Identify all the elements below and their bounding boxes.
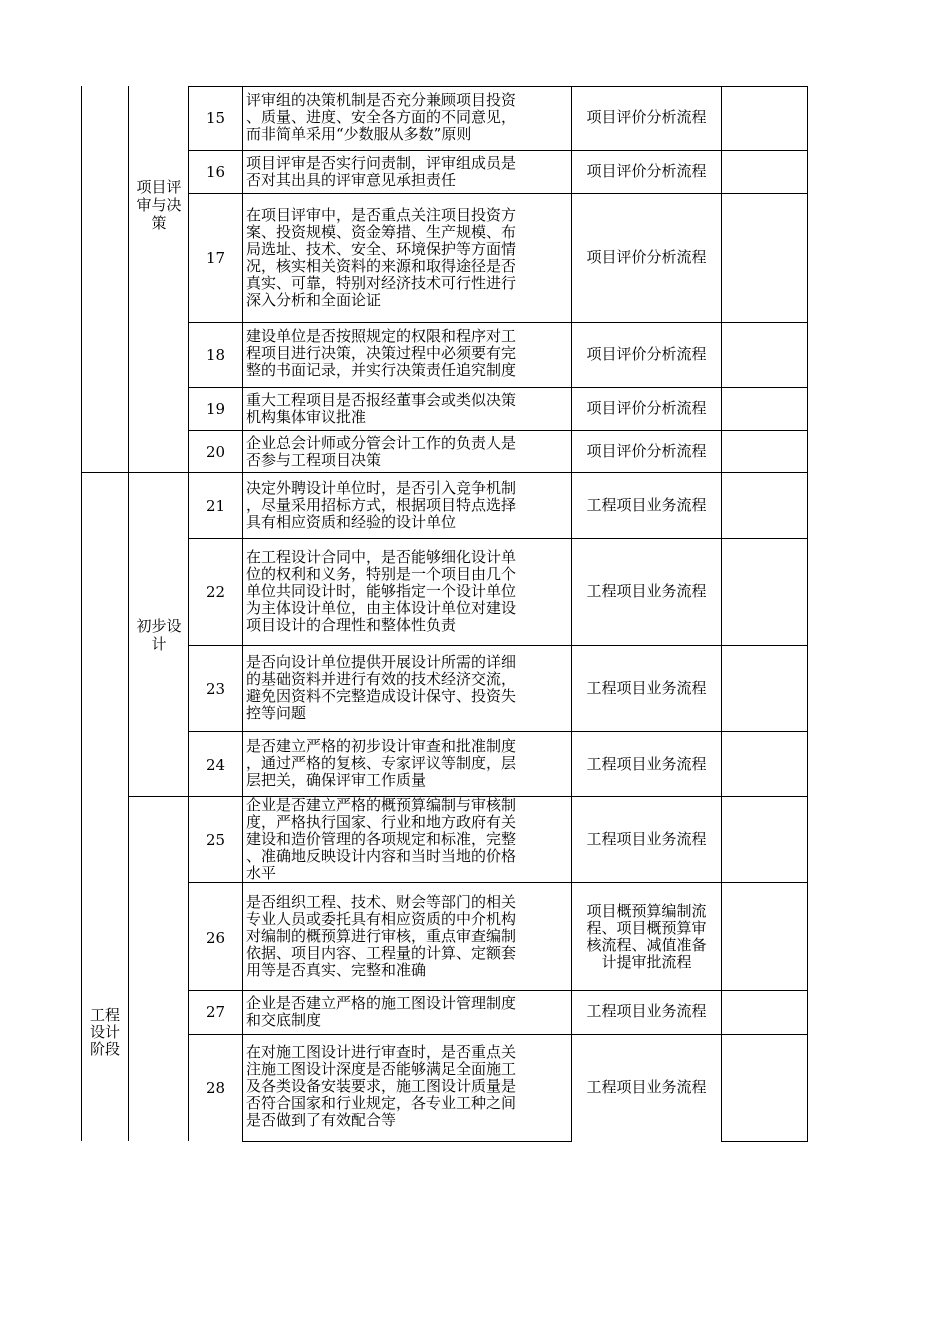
row-number: 20 [205, 443, 226, 461]
row-border-bottom [721, 1141, 808, 1142]
row-number: 19 [205, 400, 226, 418]
row-number: 15 [205, 109, 226, 127]
row-number: 21 [205, 497, 226, 515]
row-flow: 工程项目业务流程 [586, 679, 707, 697]
row-content: 是否向设计单位提供开展设计所需的详细 的基础资料并进行有效的技术经济交流， 避免因资料不完整造成设计保守、投资失 控等问题 [246, 653, 517, 722]
sub-section-label: 初步设 计 [136, 617, 182, 653]
row-content: 在对施工图设计进行审查时，是否重点关 注施工图设计深度是否能够满足全面施工 及各类设备安装要求，施工图设计质量是 否符合国家和行业规定，各专业工种之间 是否做到了有效配合等 [246, 1043, 517, 1129]
row-content: 重大工程项目是否报经董事会或类似决策 机构集体审议批准 [246, 391, 517, 426]
row-border [188, 990, 808, 991]
row-border [188, 882, 808, 883]
row-number: 16 [205, 163, 226, 181]
row-content: 企业是否建立严格的概预算编制与审核制 度，严格执行国家、行业和地方政府有关 建设和造价管理的各项规定和标准，完整 、准确地反映设计内容和当时当地的价格 水平 [246, 796, 517, 882]
row-content: 企业是否建立严格的施工图设计管理制度 和交底制度 [246, 994, 517, 1029]
row-flow: 项目评价分析流程 [586, 345, 707, 363]
row-flow: 项目概预算编制流 程、项目概预算审 核流程、减值准备 计提审批流程 [586, 902, 707, 971]
row-flow: 项目评价分析流程 [586, 248, 707, 266]
row-content: 建设单位是否按照规定的权限和程序对工 程项目进行决策，决策过程中必须要有完 整的书面记录，并实行决策责任追究制度 [246, 327, 517, 379]
row-border [188, 1034, 808, 1035]
row-border-bottom [242, 1141, 572, 1142]
row-content: 项目评审是否实行问责制，评审组成员是 否对其出具的评审意见承担责任 [246, 154, 517, 189]
row-border [188, 387, 808, 388]
row-border [188, 430, 808, 431]
row-number: 25 [205, 831, 226, 849]
row-flow: 项目评价分析流程 [586, 108, 707, 126]
row-content: 决定外聘设计单位时，是否引入竞争机制 ，尽量采用招标方式，根据项目特点选择 具有相应资质和经验的设计单位 [246, 479, 517, 531]
column-divider-sub [188, 86, 189, 1141]
row-number: 18 [205, 346, 226, 364]
row-flow: 项目评价分析流程 [586, 399, 707, 417]
row-number: 27 [205, 1003, 226, 1021]
row-number: 17 [205, 249, 226, 267]
row-number: 24 [205, 756, 226, 774]
sub-section-label: 项目评 审与决 策 [136, 178, 182, 232]
row-flow: 工程项目业务流程 [586, 1078, 707, 1096]
row-border [188, 645, 808, 646]
row-flow: 工程项目业务流程 [586, 830, 707, 848]
row-border [188, 538, 808, 539]
table-border-left [81, 86, 82, 1141]
row-flow: 工程项目业务流程 [586, 1002, 707, 1020]
row-flow: 工程项目业务流程 [586, 582, 707, 600]
row-border [188, 150, 808, 151]
row-content: 评审组的决策机制是否充分兼顾项目投资 、质量、进度、安全各方面的不同意见， 而非简单采用“少数服从多数”原则 [246, 91, 517, 143]
row-content: 在项目评审中，是否重点关注项目投资方 案、投资规模、资金筹措、生产规模、布 局选址、技术、安全、环境保护等方面情 况，核实相关资料的来源和取得途径是否 真实、可靠，特别对经济技术可行性进行 深入分析和全面论证 [246, 206, 517, 309]
row-content: 是否建立严格的初步设计审查和批准制度 ，通过严格的复核、专家评议等制度，层 层把关，确保评审工作质量 [246, 737, 517, 789]
row-number: 22 [205, 583, 226, 601]
row-border [188, 193, 808, 194]
row-content: 企业总会计师或分管会计工作的负责人是 否参与工程项目决策 [246, 434, 517, 469]
row-number: 23 [205, 680, 226, 698]
row-flow: 项目评价分析流程 [586, 162, 707, 180]
table-border-right [807, 86, 808, 1141]
column-divider-content [571, 86, 572, 1141]
row-content: 在工程设计合同中，是否能够细化设计单 位的权利和义务，特别是一个项目由几个 单位共同设计时，能够指定一个设计单位 为主体设计单位，由主体设计单位对建设 项目设计的合理性和整体性负责 [246, 548, 517, 634]
row-flow: 工程项目业务流程 [586, 755, 707, 773]
column-divider-phase [128, 86, 129, 1141]
row-border-top [188, 86, 808, 87]
row-border [188, 322, 808, 323]
row-number: 28 [205, 1079, 226, 1097]
row-number: 26 [205, 929, 226, 947]
row-flow: 工程项目业务流程 [586, 496, 707, 514]
column-divider-flow [721, 86, 722, 1141]
section-border [81, 472, 808, 473]
row-content: 是否组织工程、技术、财会等部门的相关 专业人员或委托具有相应资质的中介机构 对编制的概预算进行审核，重点审查编制 依据、项目内容、工程量的计算、定额套 用等是否真实、完整和准确 [246, 893, 517, 979]
column-divider-num [242, 86, 243, 1141]
row-flow: 项目评价分析流程 [586, 442, 707, 460]
phase-label: 工程 设计 阶段 [89, 1006, 120, 1058]
row-border [188, 731, 808, 732]
